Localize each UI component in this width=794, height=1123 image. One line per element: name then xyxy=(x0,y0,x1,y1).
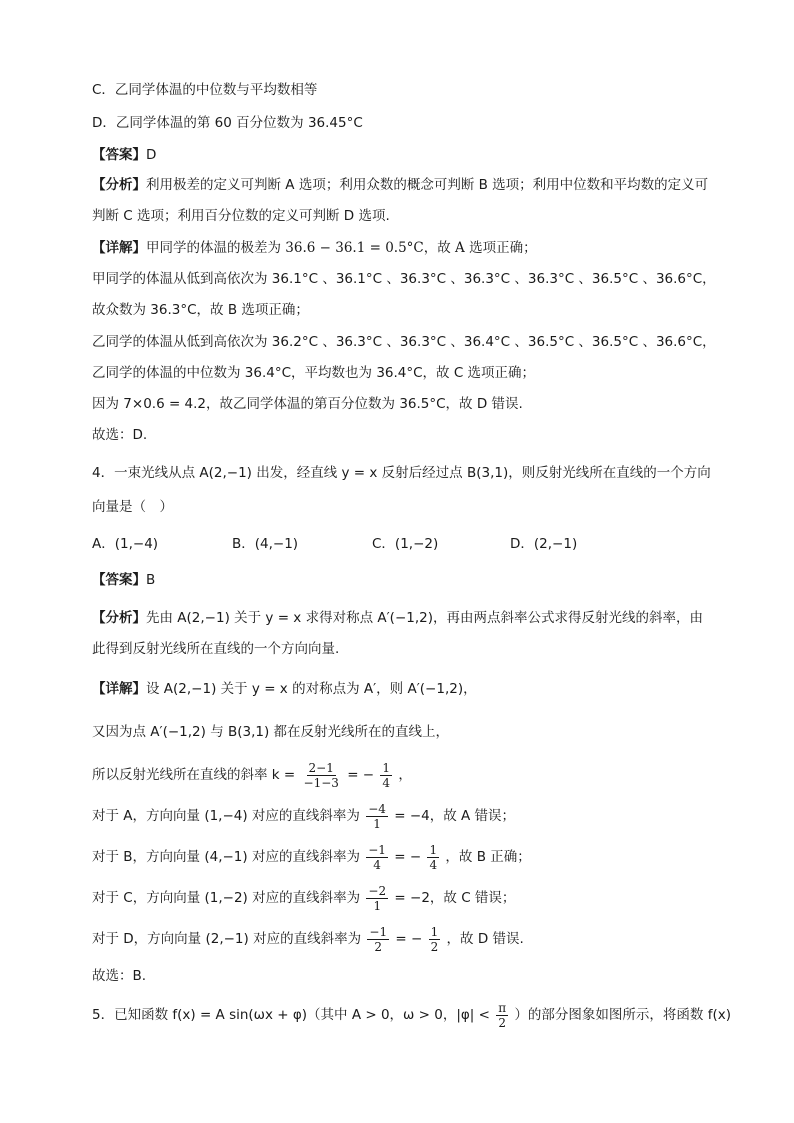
q4-option-c: C．(1,−2) xyxy=(372,536,439,552)
analysis-label: 【分析】 xyxy=(92,610,146,626)
fraction: $\frac{-4}{1}$ xyxy=(368,801,386,831)
answer-label: 【答案】 xyxy=(92,147,146,163)
fraction: $\frac{-2}{1}$ xyxy=(368,883,387,913)
q4-option-a: A．(1,−4) xyxy=(92,536,159,552)
q4-detail-3: 所以反射光线所在直线的斜率 k = $\frac{2-1}{-1-3}$ = − $\frac{1}{4}$ ， xyxy=(92,760,412,790)
q4-detail-2: 又因为点 A′(−1,2) 与 B(3,1) 都在反射光线所在的直线上， xyxy=(92,724,450,740)
answer-value: D xyxy=(146,147,157,163)
analysis-text: 利用极差的定义可判断 A 选项；利用众数的概念可判断 B 选项；利用中位数和平均数的定义可判断 C 选项；利用百分位数的定义可判断 D 选项. xyxy=(92,177,709,224)
q3-detail-4: 乙同学的体温从低到高依次为 36.2°C 、36.3°C 、36.3°C 、36.4°C 、36.5°C 、36.5°C 、36.6°C， xyxy=(92,334,716,350)
q3-option-d: D．乙同学体温的第 60 百分位数为 36.45°C xyxy=(92,115,363,131)
detail-label: 【详解】 xyxy=(92,240,146,256)
q5-stem: 5．已知函数 f(x) = A sin(ωx + φ)（其中 A > 0，ω > 0，|φ| < $\frac{\pi}{2}$ ）的部分图象如图所示，将函数 f(x) xyxy=(92,1000,732,1030)
q3-answer xyxy=(92,145,714,165)
fraction: $\frac{1}{4}$ xyxy=(429,842,438,872)
q4-stem-1: 4．一束光线从点 A(2,−1) 出发，经直线 y = x 反射后经过点 B(3,1)，则反射光线所在直线的一个方向 xyxy=(92,465,711,481)
q4-option-b: B．(4,−1) xyxy=(232,536,299,552)
q4-conclusion: 故选：B. xyxy=(92,968,147,984)
q4-answer xyxy=(92,570,714,590)
q4-check-b: 对于 B，方向向量 (4,−1) 对应的直线斜率为 $\frac{-1}{4}$ = − $\frac{1}{4}$ ，故 B 正确； xyxy=(92,842,531,872)
q4-detail-1: 【详解】设 A(2,−1) 关于 y = x 的对称点为 A′，则 A′(−1,2)， xyxy=(92,681,477,697)
q3-detail-6: 因为 7×0.6 = 4.2，故乙同学体温的第百分位数为 36.5°C，故 D 错误. xyxy=(92,396,523,412)
q4-analysis xyxy=(92,603,714,665)
q4-option-d: D．(2,−1) xyxy=(510,536,578,552)
answer-value: B xyxy=(146,572,156,588)
q4-check-d: 对于 D，方向向量 (2,−1) 对应的直线斜率为 $\frac{-1}{2}$ = − $\frac{1}{2}$ ，故 D 错误. xyxy=(92,924,524,954)
fraction: $\frac{1}{4}$ xyxy=(382,760,391,790)
answer-label: 【答案】 xyxy=(92,572,146,588)
q4-check-c: 对于 C，方向向量 (1,−2) 对应的直线斜率为 $\frac{-2}{1}$ = −2，故 C 错误； xyxy=(92,883,516,913)
q3-detail-3: 故众数为 36.3°C，故 B 选项正确； xyxy=(92,302,309,318)
fraction: $\frac{-1}{4}$ xyxy=(368,842,386,872)
q3-detail-1: 【详解】甲同学的体温的极差为 36.6 − 36.1 = 0.5°C，故 A 选项正确； xyxy=(92,240,537,256)
q4-stem-2: 向量是（ ） xyxy=(92,499,173,515)
fraction: $\frac{1}{2}$ xyxy=(430,924,439,954)
q3-detail-5: 乙同学的体温的中位数为 36.4°C，平均数也为 36.4°C，故 C 选项正确； xyxy=(92,365,536,381)
q3-option-c: C．乙同学体温的中位数与平均数相等 xyxy=(92,82,318,98)
analysis-label: 【分析】 xyxy=(92,177,146,193)
q3-conclusion: 故选：D. xyxy=(92,427,148,443)
analysis-text: 先由 A(2,−1) 关于 y = x 求得对称点 A′(−1,2)，再由两点斜率公式求得反射光线的斜率，由此得到反射光线所在直线的一个方向向量. xyxy=(92,610,703,657)
fraction: $\frac{2-1}{-1-3}$ xyxy=(303,760,339,790)
q4-check-a: 对于 A，方向向量 (1,−4) 对应的直线斜率为 $\frac{-4}{1}$ = −4，故 A 错误； xyxy=(92,801,516,831)
fraction: $\frac{\pi}{2}$ xyxy=(498,1000,507,1030)
q3-analysis xyxy=(92,170,714,232)
q3-detail-2: 甲同学的体温从低到高依次为 36.1°C 、36.1°C 、36.3°C 、36.3°C 、36.3°C 、36.5°C 、36.6°C， xyxy=(92,271,716,287)
detail-label: 【详解】 xyxy=(92,681,146,697)
fraction: $\frac{-1}{2}$ xyxy=(369,924,388,954)
